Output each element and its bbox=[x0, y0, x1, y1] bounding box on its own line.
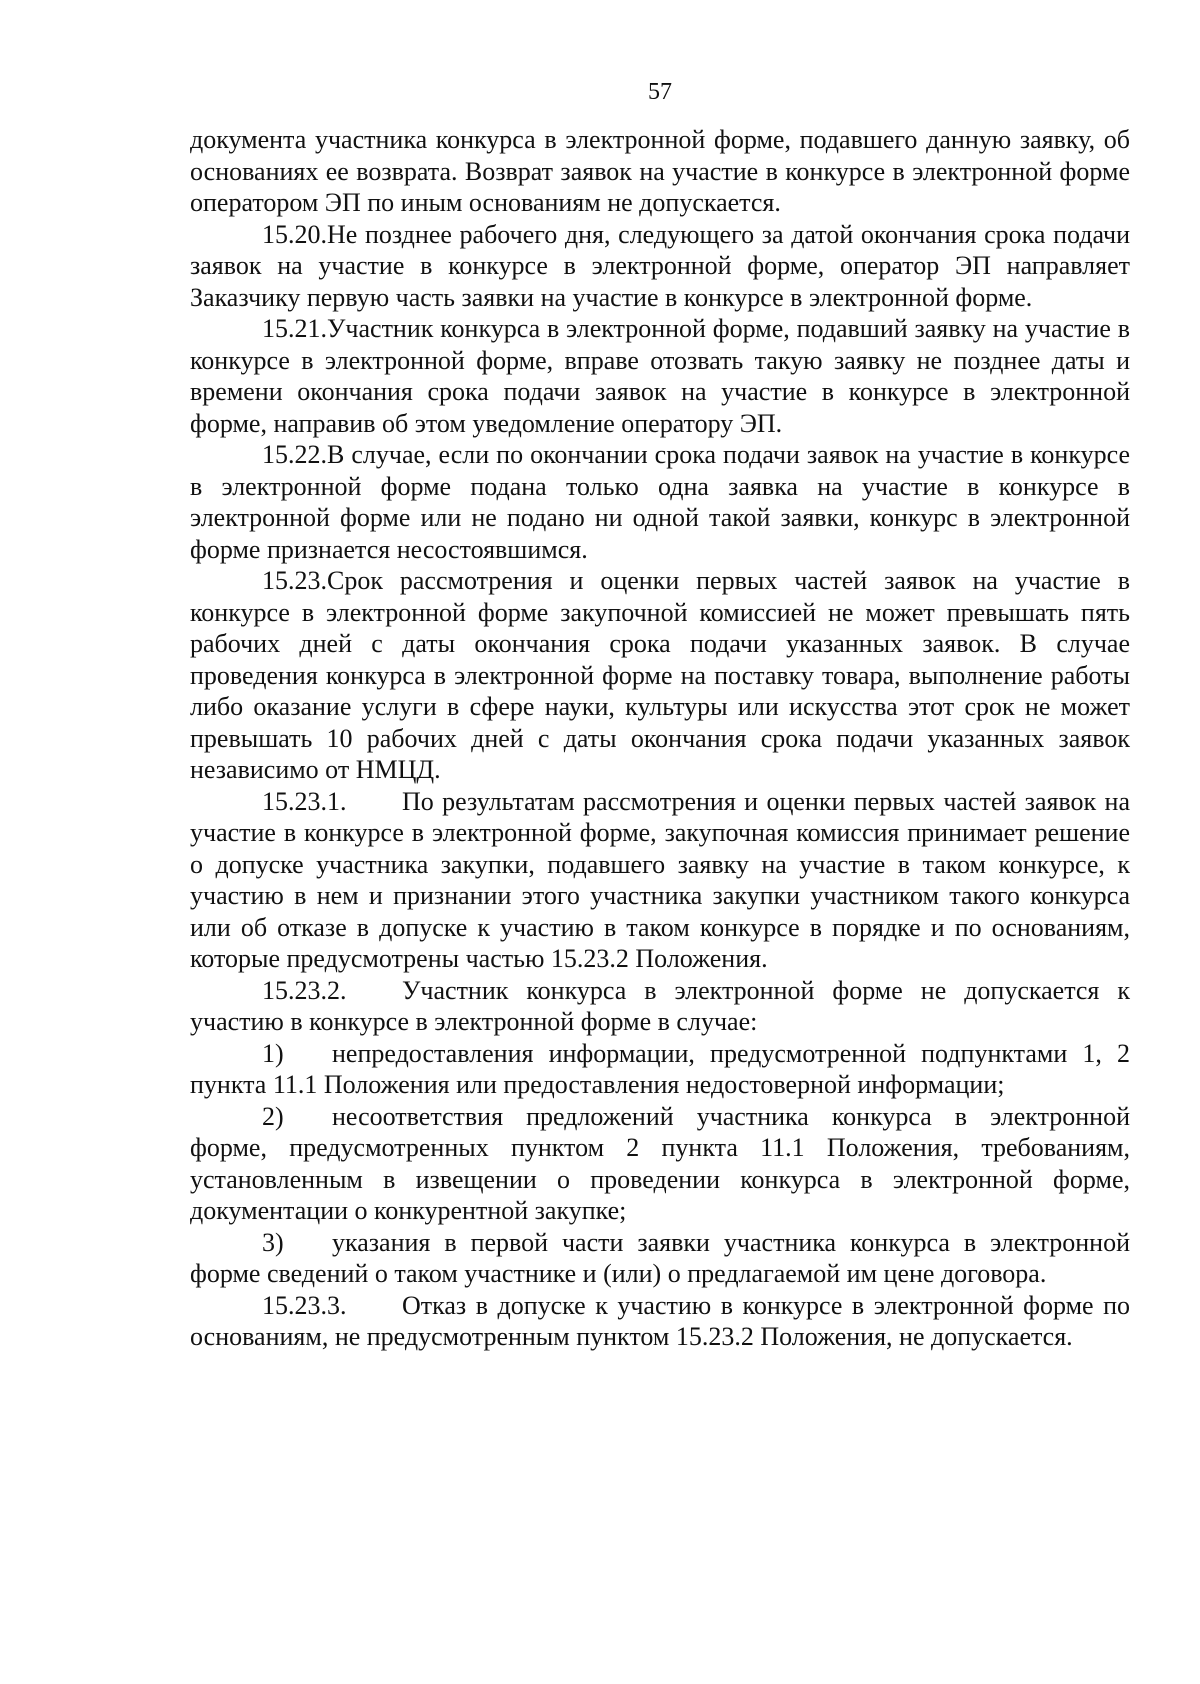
paragraph-15-22 bbox=[190, 439, 1130, 565]
paragraph-text: 15.22.В случае, если по окончании срока подачи заявок на участие в конкурсе в электронной форме подана только одна заявка на участие в конкурсе в электронной форме или не подано ни одной такой заявки, конкурс в электронной форме признается несостоявшимся. bbox=[190, 440, 1130, 564]
paragraph-number: 15.23.2. bbox=[262, 975, 347, 1005]
list-item-number: 2) bbox=[262, 1101, 284, 1131]
paragraph-15-23-3 bbox=[190, 1290, 1130, 1353]
paragraph-text: 15.20.Не позднее рабочего дня, следующего за датой окончания срока подачи заявок на участие в конкурсе в электронной форме, оператор ЭП направляет Заказчику первую часть заявки на участие в конкурсе в электронной форме. bbox=[190, 219, 1130, 312]
list-item-text: несоответствия предложений участника конкурса в электронной форме, предусмотренных пунктом 2 пункта 11.1 Положения, требованиям, установленным в извещении о проведении конкурса в электронной форме, документации о конкурентной закупке; bbox=[190, 1101, 1130, 1225]
list-item-2 bbox=[190, 1101, 1130, 1227]
paragraph-text: 15.23.Срок рассмотрения и оценки первых частей заявок на участие в конкурсе в электронной форме закупочной комиссией не может превышать пять рабочих дней с даты окончания срока подачи указанных заявок. В случае проведения конкурса в электронной форме на поставку товара, выполнение работы либо оказание услуги в сфере науки, культуры или искусства этот срок не может превышать 10 рабочих дней с даты окончания срока подачи указанных заявок независимо от НМЦД. bbox=[190, 566, 1130, 784]
paragraph-15-23-2 bbox=[190, 975, 1130, 1038]
list-item-1 bbox=[190, 1038, 1130, 1101]
document-page bbox=[190, 72, 1130, 1353]
list-item-text: указания в первой части заявки участника конкурса в электронной форме сведений о таком участнике и (или) о предлагаемой им цене договора. bbox=[190, 1227, 1130, 1288]
page-number: 57 bbox=[648, 79, 672, 105]
paragraph-text: Участник конкурса в электронной форме не допускается к участию в конкурсе в электронной форме в случае: bbox=[190, 975, 1130, 1036]
paragraph-text: документа участника конкурса в электронной форме, подавшего данную заявку, об основаниях ее возврата. Возврат заявок на участие в конкурсе в электронной форме оператором ЭП по иным основаниям не допускается. bbox=[190, 125, 1130, 217]
list-item-number: 3) bbox=[262, 1227, 284, 1257]
paragraph-number: 15.23.3. bbox=[262, 1290, 347, 1320]
list-item-text: непредоставления информации, предусмотренной подпунктами 1, 2 пункта 11.1 Положения или предоставления недостоверной информации; bbox=[190, 1038, 1130, 1099]
list-item-3 bbox=[190, 1227, 1130, 1290]
paragraph-15-21 bbox=[190, 313, 1130, 439]
paragraph-text: 15.21.Участник конкурса в электронной форме, подавший заявку на участие в конкурсе в электронной форме, вправе отозвать такую заявку не позднее даты и времени окончания срока подачи заявок на участие в конкурсе в электронной форме, направив об этом уведомление оператору ЭП. bbox=[190, 314, 1130, 438]
paragraph-text: Отказ в допуске к участию в конкурсе в электронной форме по основаниям, не предусмотренным пунктом 15.23.2 Положения, не допускается. bbox=[190, 1290, 1130, 1351]
paragraph-continuation bbox=[190, 124, 1130, 219]
paragraph-15-20 bbox=[190, 219, 1130, 314]
list-item-number: 1) bbox=[262, 1038, 284, 1068]
paragraph-15-23-1 bbox=[190, 786, 1130, 975]
paragraph-text: По результатам рассмотрения и оценки первых частей заявок на участие в конкурсе в электронной форме, закупочная комиссия принимает решение о допуске участника закупки, подавшего заявку на участие в таком конкурсе, к участию в нем и признании этого участника закупки участником такого конкурса или об отказе в допуске к участию в таком конкурсе в порядке и по основаниям, которые предусмотрены частью 15.23.2 Положения. bbox=[190, 786, 1130, 973]
paragraph-number: 15.23.1. bbox=[262, 786, 347, 816]
document-body bbox=[190, 124, 1130, 1353]
paragraph-15-23 bbox=[190, 565, 1130, 786]
